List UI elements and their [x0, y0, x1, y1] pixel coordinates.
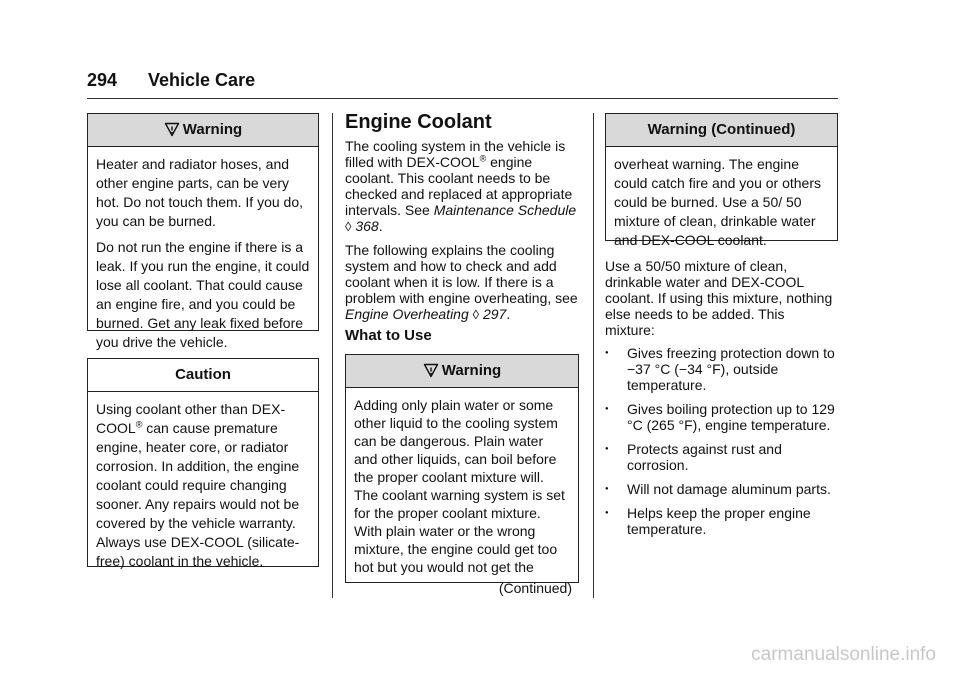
maintenance-schedule-link[interactable]: Maintenance Schedule — [433, 202, 577, 218]
warning-box-plain-water — [345, 354, 579, 596]
warning-box-header — [346, 355, 578, 388]
warning-icon — [423, 363, 439, 378]
list-item: ● Helps keep the proper engine temperature. — [605, 505, 837, 537]
registered-mark: ® — [135, 419, 143, 430]
warning-box-header: Warning (Continued) — [606, 114, 837, 147]
warning-box-title: Warning — [441, 362, 502, 379]
list-item: ● Protects against rust and corrosion. — [605, 441, 837, 473]
overheating-paragraph — [345, 242, 581, 323]
punct: . — [506, 306, 511, 322]
mixture-intro: Use a 50/50 mixture of clean, drinkable water and DEX-COOL coolant. If using this mixture, nothing else needs to be added. This mixture: — [605, 258, 833, 338]
registered-mark: ® — [479, 153, 487, 164]
caution-text: Using coolant other than DEX-COOL — [96, 401, 286, 436]
warning-box-body — [346, 388, 578, 582]
list-item: ● Gives freezing protection down to −37 °C (−34 °F), outside temperature. — [605, 345, 837, 393]
mixture-text — [605, 258, 837, 545]
coolant-intro-text — [345, 138, 581, 330]
warning-icon — [164, 122, 180, 137]
list-item: ● Gives boiling protection up to 129 °C (265 °F), engine temperature. — [605, 401, 837, 433]
watermark: carmanualsonline.info — [751, 644, 936, 665]
warning-paragraph: Heater and radiator hoses, and other engine parts, can be very hot. Do not touch them. If you do, you can be burned. — [96, 156, 304, 229]
section-title: Vehicle Care — [148, 70, 256, 90]
subsection-heading: What to Use — [345, 327, 432, 344]
warning-box-continued — [605, 113, 838, 248]
caution-box-header: Caution — [88, 359, 318, 392]
caution-box-coolant — [87, 358, 319, 567]
engine-overheating-link[interactable]: Engine Overheating — [345, 306, 469, 322]
warning-paragraph: Adding only plain water or some other liquid to the cooling system can be dangerous. Plain water and other liquids, can boil before the proper coolant mixture will. The coolant warning system is set for the proper coolant mixture. With plain water or the wrong mixture, the engine could get too hot but you would not get the — [354, 397, 565, 575]
warning-box-body — [606, 147, 837, 256]
page-ref[interactable]: 297 — [482, 306, 507, 322]
warning-box-title: Warning — [182, 121, 243, 138]
warning-box-header — [88, 114, 318, 147]
page-ref-icon: ◊ — [472, 307, 480, 322]
caution-box-body — [88, 392, 318, 577]
punct: . — [378, 218, 383, 234]
header-rule — [87, 98, 838, 99]
intro-text: The cooling system in the vehicle is filled with DEX-COOL — [345, 138, 566, 170]
caution-paragraph — [96, 400, 310, 571]
page-ref-icon: ◊ — [345, 219, 352, 234]
caution-text: can cause premature engine, heater core, or radiator corrosion. In addition, the engine coolant could require changing sooner. Any repairs would not be covered by the vehicle warranty. Always use DEX-COOL (silicate-free) coolant in the vehicle. — [96, 420, 300, 569]
intro-text: The following explains the cooling system and how to check and add coolant when it is low. If there is a problem with engine overheating, see — [345, 242, 578, 306]
page-header — [87, 70, 255, 91]
warning-paragraph: Do not run the engine if there is a leak. If you run the engine, it could lose all coolant. That could cause an engine fire, and you could be burned. Get any leak fixed before you drive the vehicle. — [96, 239, 310, 350]
warning-box-body — [88, 147, 318, 358]
mixture-benefits-list — [605, 345, 837, 537]
page-ref[interactable]: 368 — [355, 218, 379, 234]
warning-paragraph: overheat warning. The engine could catch fire and you or others could be burned. Use a 50/ 50 mixture of clean, drinkable water and DEX-COOL coolant. — [614, 156, 822, 248]
intro-text: engine coolant. This coolant needs to be checked and replaced at appropriate intervals. See — [345, 154, 573, 218]
warning-box-hot-parts — [87, 113, 319, 350]
column-divider — [593, 113, 594, 598]
page-number: 294 — [87, 70, 118, 90]
section-heading: Engine Coolant — [345, 111, 492, 133]
continued-label: (Continued) — [498, 580, 572, 596]
intro-paragraph — [345, 138, 581, 235]
column-divider — [332, 113, 333, 598]
list-item: ● Will not damage aluminum parts. — [605, 481, 837, 497]
